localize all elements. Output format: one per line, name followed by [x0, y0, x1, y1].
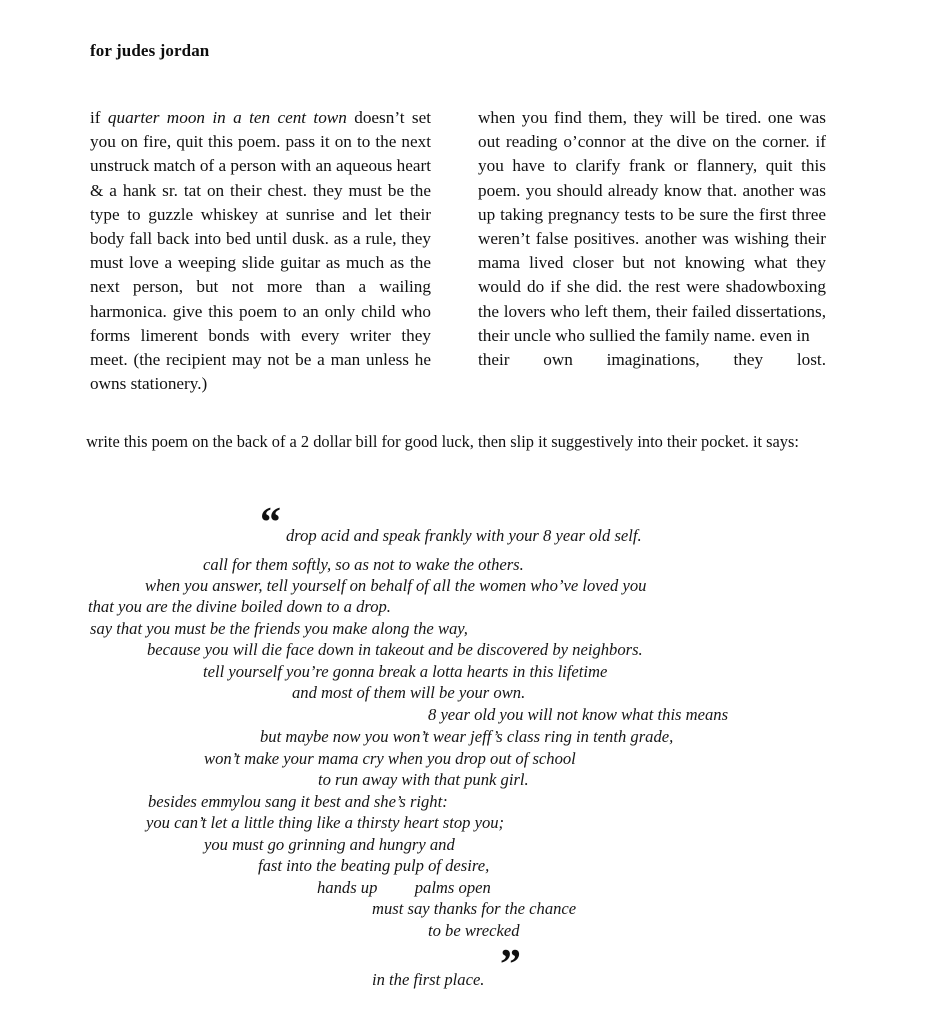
quote-line: hands up palms open [317, 878, 491, 897]
quote-line: but maybe now you won’t wear jeff’s class ring in tenth grade, [260, 727, 674, 746]
open-quote-icon: “ [260, 500, 280, 546]
quote-line: that you are the divine boiled down to a drop. [88, 597, 391, 616]
prose-column-right [478, 106, 826, 396]
quote-line: you can’t let a little thing like a thirsty heart stop you; [146, 813, 505, 832]
quote-line: won’t make your mama cry when you drop out of school [204, 749, 576, 768]
quote-line: in the first place. [372, 970, 485, 989]
prose-right-last-line: their own imaginations, they lost. [478, 350, 826, 370]
close-quote-icon: ” [500, 942, 520, 988]
quote-line: you must go grinning and hungry and [204, 835, 455, 854]
quote-line: fast into the beating pulp of desire, [258, 856, 490, 875]
quote-line: call for them softly, so as not to wake the others. [203, 555, 524, 574]
quote-line: to run away with that punk girl. [318, 770, 529, 789]
two-column-prose [90, 106, 826, 396]
quote-line: when you answer, tell yourself on behalf of all the women who’ve loved you [145, 576, 647, 595]
page-title: for judes jordan [90, 41, 210, 60]
prose-lead-in: if [90, 108, 108, 127]
prose-right-body: when you find them, they will be tired. one was out reading o’connor at the dive on the corner. if you have to clarify frank or flannery, quit this poem. you should already know that. another was up taking pregnancy tests to be sure the first three weren’t false positives. another was wishing their mama lived closer but not knowing what they would do if she did. the rest were shadowboxing the lovers who left them, their failed dissertations, their uncle who sullied the family name. even in [478, 108, 826, 345]
quote-line: to be wrecked [428, 921, 520, 940]
quote-line: say that you must be the friends you make along the way, [90, 619, 468, 638]
quote-line: 8 year old you will not know what this means [428, 705, 729, 724]
prose-left-body: doesn’t set you on fire, quit this poem. pass it on to the next unstruck match of a person with an aqueous heart & a hank sr. tat on their chest. they must be the type to guzzle whiskey at sunrise and let their body fall back into bed until dusk. as a rule, they must love a weeping slide guitar as much as the next person, but not more than a wailing harmonica. give this poem to an only child who forms limerent bonds with every writer they meet. (the recipient may not be a man unless he owns stationery.) [90, 108, 431, 394]
quote-line: besides emmylou sang it best and she’s right: [148, 792, 448, 811]
instruction-paragraph: write this poem on the back of a 2 dollar bill for good luck, then slip it suggestively into their pocket. it says: [86, 432, 799, 451]
quote-line: and most of them will be your own. [292, 683, 526, 702]
quote-line: must say thanks for the chance [372, 899, 577, 918]
quote-line: tell yourself you’re gonna break a lotta hearts in this lifetime [203, 662, 608, 681]
quote-line: drop acid and speak frankly with your 8 year old self. [286, 526, 642, 545]
quote-line: because you will die face down in takeout and be discovered by neighbors. [147, 640, 643, 659]
italic-song-title: quarter moon in a ten cent town [107, 108, 347, 127]
prose-column-left [90, 106, 431, 396]
